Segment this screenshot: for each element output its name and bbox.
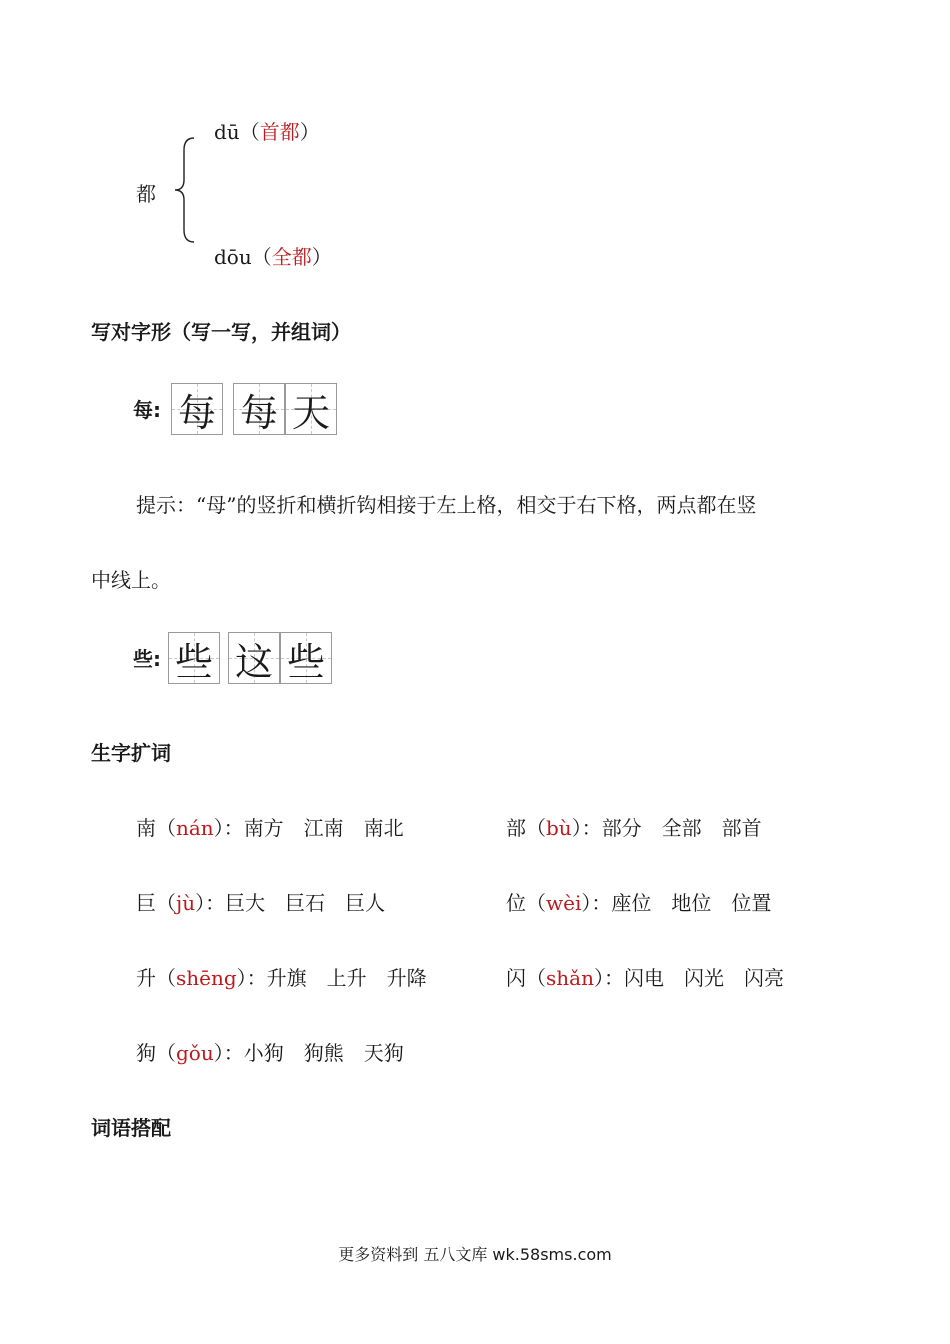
- paren-open: （: [251, 245, 272, 269]
- section-title-write: 写对字形（写一写，并组词）: [91, 320, 351, 344]
- word-entry: 位（wèi）：座位 地位 位置: [506, 891, 772, 915]
- hint-line-2: 中线上。: [91, 568, 171, 592]
- paren-close: ）: [311, 245, 332, 269]
- reading-2-pinyin: dōu: [214, 245, 252, 269]
- word-entry: 升（shēng）：升旗 上升 升降: [136, 966, 427, 990]
- tianzi-cell: 每: [233, 383, 285, 435]
- brace-icon: [172, 136, 198, 244]
- tianzi-cell: 每: [171, 383, 223, 435]
- polyphone-char: 都: [136, 182, 156, 206]
- reading-2: [214, 241, 332, 270]
- tianzi-cell: 天: [285, 383, 337, 435]
- reading-2-word: 全都: [271, 245, 312, 269]
- word-entry: 狗（gǒu）：小狗 狗熊 天狗: [136, 1041, 404, 1065]
- word-entry: 闪（shǎn）：闪电 闪光 闪亮: [506, 966, 784, 990]
- section-title-vocab: 生字扩词: [91, 741, 171, 765]
- tianzi-cell: 些: [280, 632, 332, 684]
- hint-line-1: 提示：“母”的竖折和横折钩相接于左上格，相交于右下格，两点都在竖: [136, 493, 757, 517]
- section-title-collocation: 词语搭配: [91, 1116, 171, 1140]
- tianzi-cell: 这: [228, 632, 280, 684]
- tianzi-cell: 些: [168, 632, 220, 684]
- word-entry: 部（bù）：部分 全部 部首: [506, 816, 762, 840]
- write-label-2: 些:: [133, 647, 161, 671]
- reading-1: [214, 116, 320, 145]
- word-entry: 巨（jù）：巨大 巨石 巨人: [136, 891, 386, 915]
- paren-open: （: [239, 120, 260, 144]
- paren-close: ）: [299, 120, 320, 144]
- word-entry: 南（nán）：南方 江南 南北: [136, 816, 404, 840]
- write-label-1: 每:: [133, 398, 161, 422]
- reading-1-word: 首都: [259, 120, 300, 144]
- reading-1-pinyin: dū: [214, 120, 240, 144]
- footer-link[interactable]: 更多资料到 五八文库 wk.58sms.com: [338, 1245, 612, 1264]
